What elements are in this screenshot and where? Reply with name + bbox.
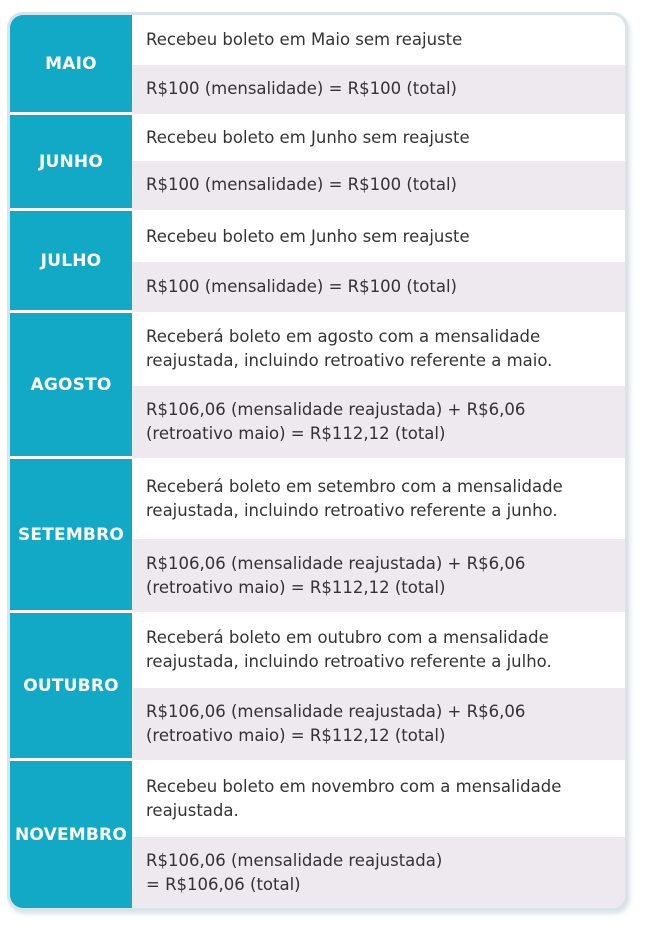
row-description — [132, 761, 625, 837]
row-value — [132, 688, 625, 761]
description-text: Receberá boleto em outubro com a mensalidade reajustada, incluindo retroativo referente a julho. — [146, 628, 552, 672]
table-row — [10, 211, 625, 313]
table-row — [10, 313, 625, 459]
month-label: AGOSTO — [10, 313, 132, 458]
value-text: R$100 (mensalidade) = R$100 (total) — [146, 277, 457, 297]
description-text: Recebeu boleto em Junho sem reajuste — [146, 226, 470, 246]
table-row — [10, 15, 625, 115]
description-text: Receberá boleto em agosto com a mensalidade reajustada, incluindo retroativo referente a maio. — [146, 327, 553, 371]
description-text: Recebeu boleto em Junho sem reajuste — [146, 127, 470, 147]
value-text: R$106,06 (mensalidade reajustada) + R$6,06 (retroativo maio) = R$112,12 (total) — [146, 701, 526, 745]
description-text: Receberá boleto em setembro com a mensalidade reajustada, incluindo retroativo referente a junho. — [146, 477, 563, 521]
row-description — [132, 613, 625, 688]
table-row — [10, 613, 625, 761]
value-text: R$100 (mensalidade) = R$100 (total) — [146, 175, 457, 195]
month-label: SETEMBRO — [10, 459, 132, 612]
row-value — [132, 837, 625, 908]
value-text: R$100 (mensalidade) = R$100 (total) — [146, 79, 457, 99]
table-row — [10, 459, 625, 613]
month-label: OUTUBRO — [10, 613, 132, 760]
row-description — [132, 15, 625, 65]
row-description — [132, 115, 625, 161]
row-value — [132, 262, 625, 312]
description-text: Recebeu boleto em novembro com a mensalidade reajustada. — [146, 777, 562, 820]
value-text: R$106,06 (mensalidade reajustada) = R$106,06 (total) — [146, 850, 443, 894]
row-value — [132, 65, 625, 115]
row-description — [132, 211, 625, 262]
month-label: JUNHO — [10, 115, 132, 210]
reajuste-table — [7, 12, 628, 911]
row-value — [132, 539, 625, 612]
row-value — [132, 161, 625, 210]
row-value — [132, 386, 625, 459]
month-label: MAIO — [10, 15, 132, 114]
value-text: R$106,06 (mensalidade reajustada) + R$6,06 (retroativo maio) = R$112,12 (total) — [146, 553, 526, 597]
row-description — [132, 459, 625, 539]
table-row — [10, 761, 625, 908]
month-label: NOVEMBRO — [10, 761, 132, 908]
month-label: JULHO — [10, 211, 132, 312]
description-text: Recebeu boleto em Maio sem reajuste — [146, 29, 463, 49]
value-text: R$106,06 (mensalidade reajustada) + R$6,06 (retroativo maio) = R$112,12 (total) — [146, 399, 526, 443]
table-row — [10, 115, 625, 211]
row-description — [132, 313, 625, 386]
